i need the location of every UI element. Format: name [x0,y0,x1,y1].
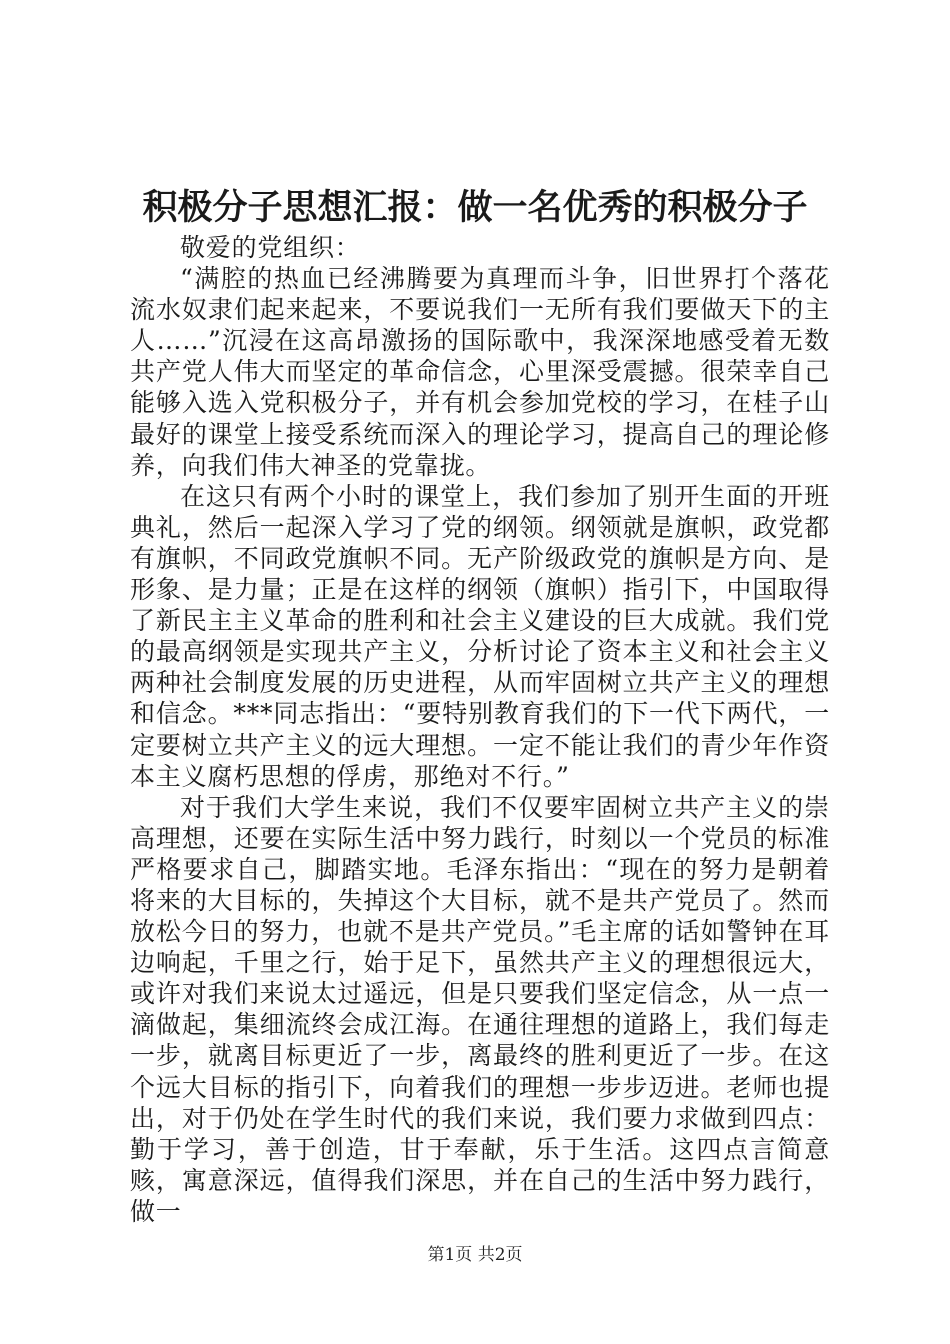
document-body [130,232,830,1227]
document-title: 积极分子思想汇报：做一名优秀的积极分子 [142,187,808,228]
salutation: 敬爱的党组织： [180,233,361,262]
paragraph-3: 对于我们大学生来说，我们不仅要牢固树立共产主义的崇高理想，还要在实际生活中努力践行，时刻以一个党员的标准严格要求自己，脚踏实地。毛泽东指出：“现在的努力是朝着将来的大目标的，失掉这个大目标，就不是共产党员了。然而放松今日的努力，也就不是共产党员。”毛主席的话如警钟在耳边响起，千里之行，始于足下，虽然共产主义的理想很远大，或许对我们来说太过遥远，但是只要我们坚定信念，从一点一滴做起，集细流终会成江海。在通往理想的道路上，我们每走一步，就离目标更近了一步，离最终的胜利更近了一步。在这个远大目标的指引下，向着我们的理想一步步迈进。老师也提出，对于仍处在学生时代的我们来说，我们要力求做到四点：勤于学习，善于创造，甘于奉献，乐于生活。这四点言简意赅，寓意深远，值得我们深思，并在自己的生活中努力践行，做一 [130,792,830,1226]
paragraph-1: “满腔的热血已经沸腾要为真理而斗争，旧世界打个落花流水奴隶们起来起来，不要说我们一无所有我们要做天下的主人……”沉浸在这高昂激扬的国际歌中，我深深地感受着无数共产党人伟大而坚定的革命信念，心里深受震撼。很荣幸自己能够入选入党积极分子，并有机会参加党校的学习，在桂子山最好的课堂上接受系统而深入的理论学习，提高自己的理论修养，向我们伟大神圣的党靠拢。 [130,264,830,480]
paragraph-2: 在这只有两个小时的课堂上，我们参加了别开生面的开班典礼，然后一起深入学习了党的纲领。纲领就是旗帜，政党都有旗帜，不同政党旗帜不同。无产阶级政党的旗帜是方向、是形象、是力量；正是在这样的纲领（旗帜）指引下，中国取得了新民主主义革命的胜利和社会主义建设的巨大成就。我们党的最高纲领是实现共产主义，分析讨论了资本主义和社会主义两种社会制度发展的历史进程，从而牢固树立共产主义的理想和信念。***同志指出：“要特别教育我们的下一代下两代，一定要树立共产主义的远大理想。一定不能让我们的青少年作资本主义腐朽思想的俘虏，那绝对不行。” [130,481,830,791]
page-footer: 第1页 共2页 [427,1245,523,1265]
